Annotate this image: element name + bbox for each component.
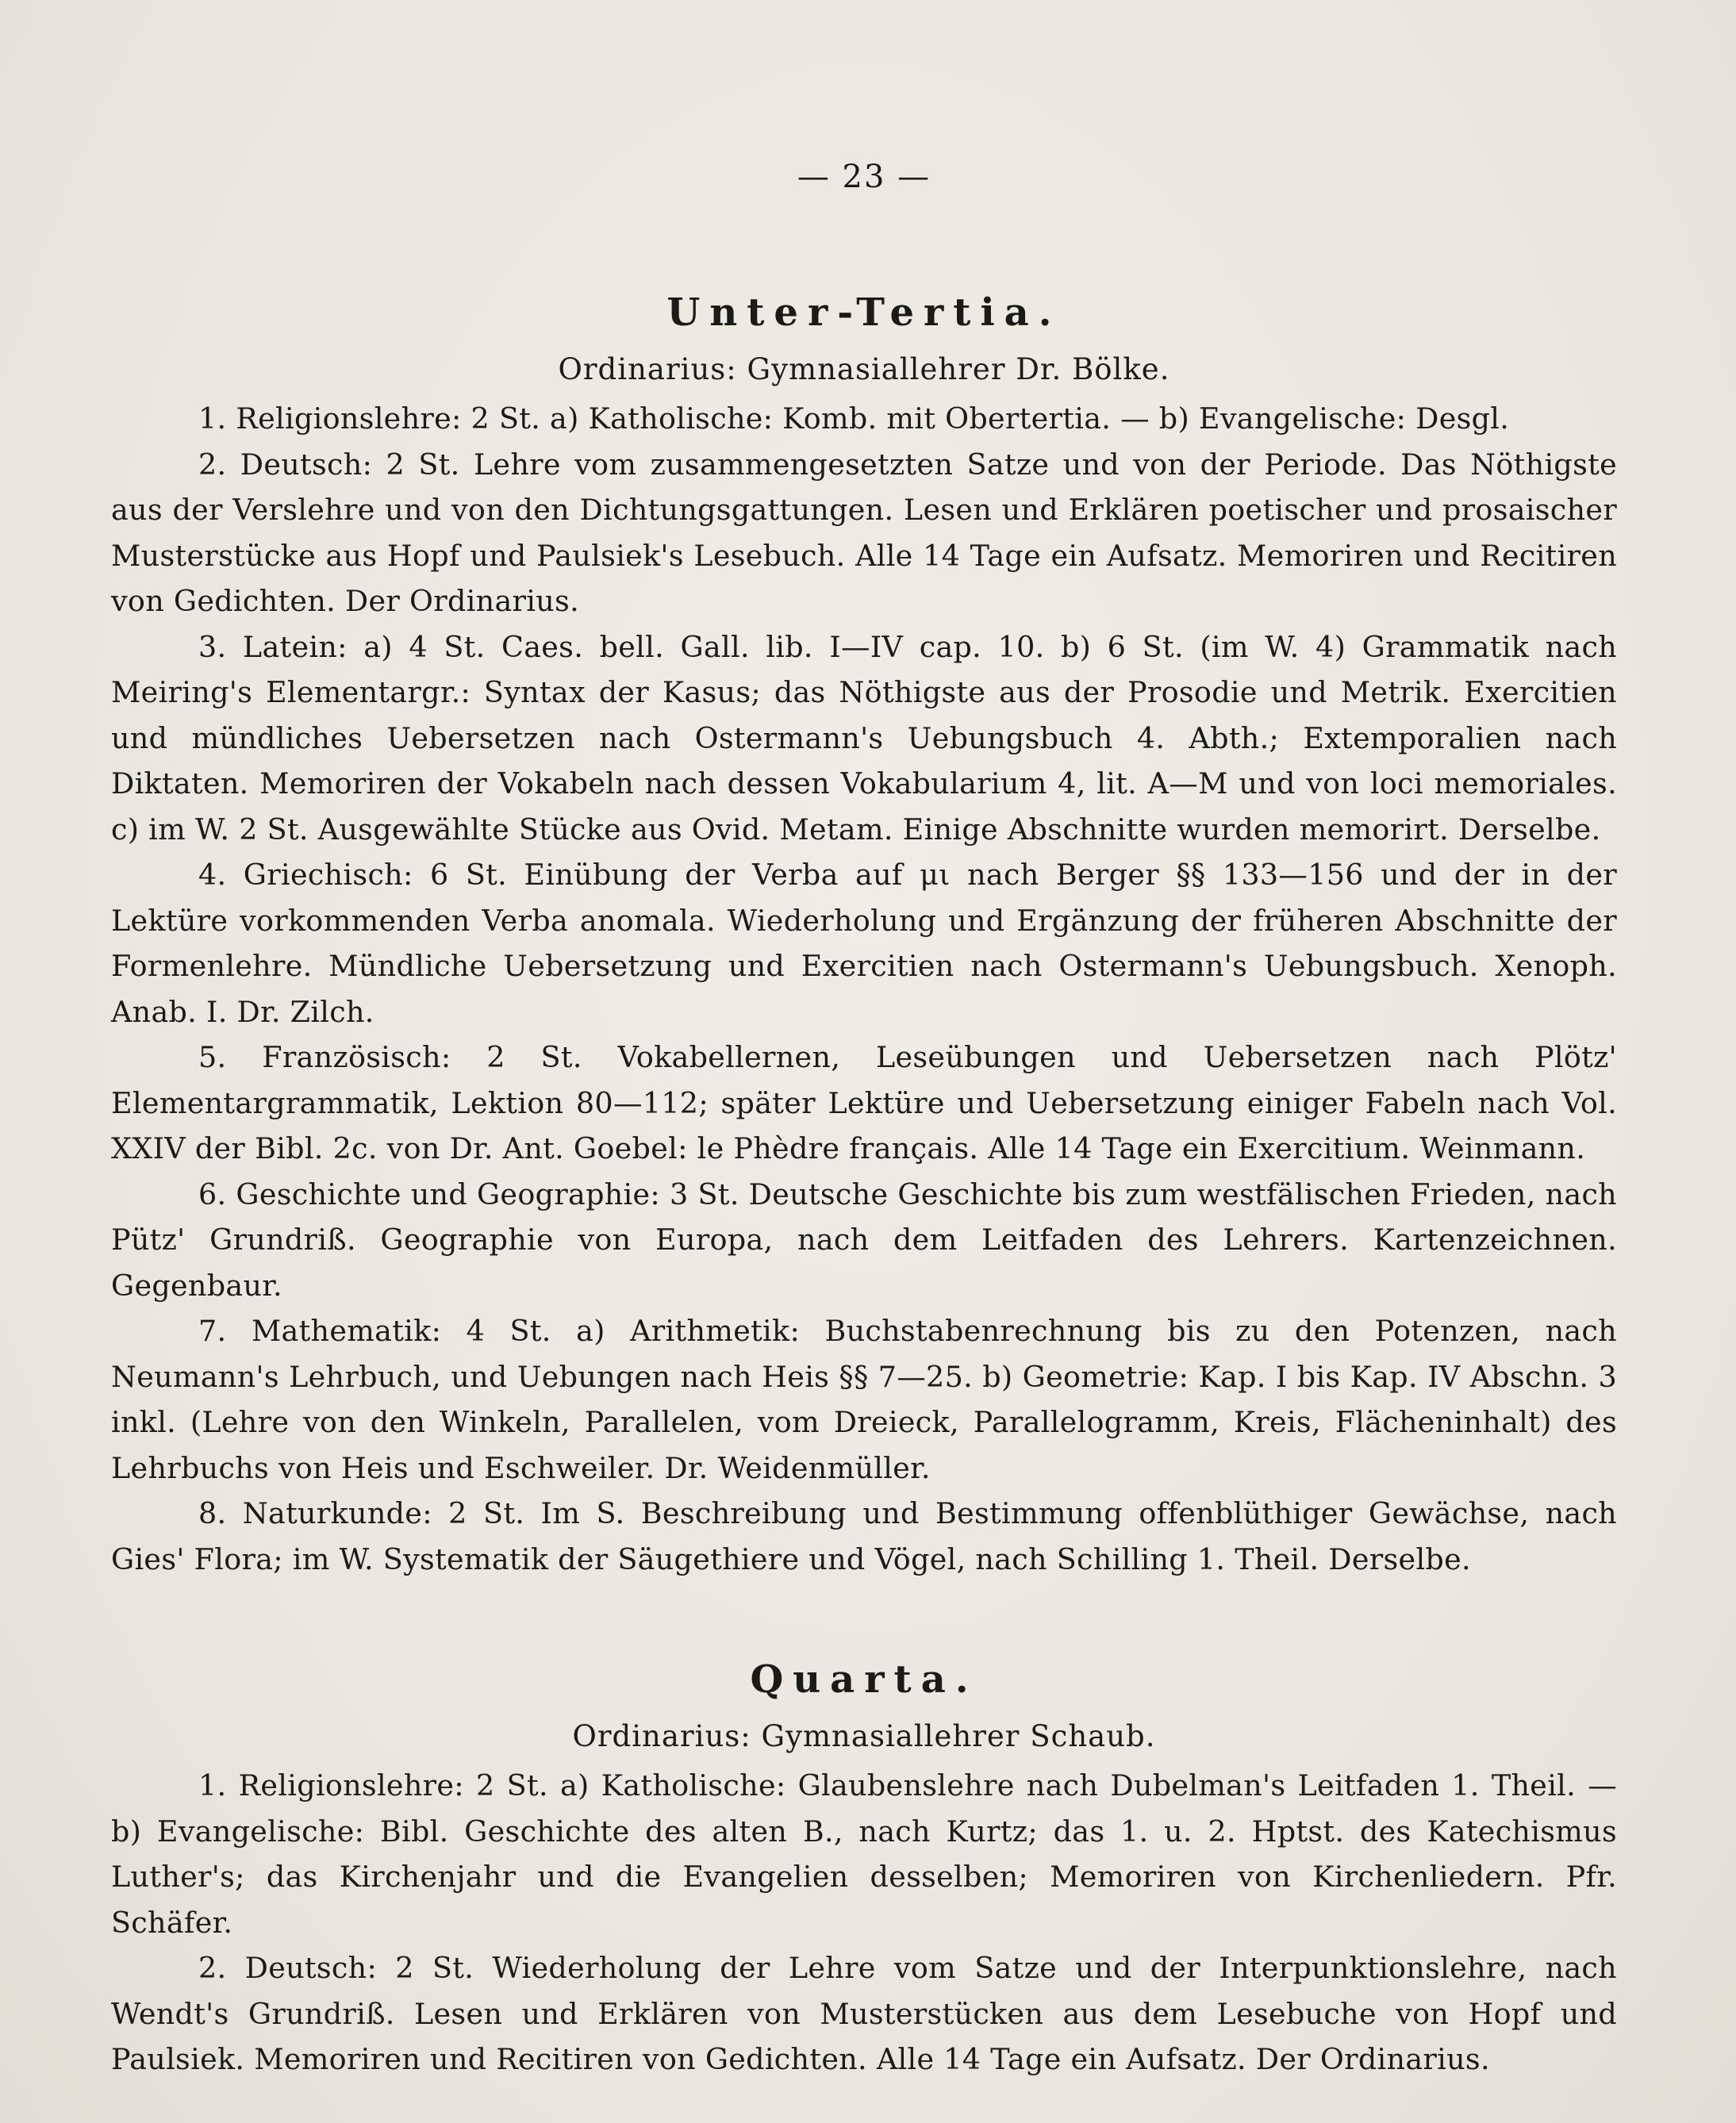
ordinarius-line: Ordinarius: Gymnasiallehrer Schaub.	[572, 1719, 1156, 1753]
paragraph-religionslehre: 1. Religionslehre: 2 St. a) Katholische: Komb. mit Obertertia. — b) Evangelische: Desgl.	[198, 401, 1510, 436]
paragraph-latein: 3. Latein: a) 4 St. Caes. bell. Gall. lib. I—IV cap. 10. b) 6 St. (im W. 4) Grammatik nach Meiring's Elementargr.: Syntax der Kasus; das Nöthigste aus der Prosodie und Metrik. Exercitien und mündliches Uebersetzen nach Ostermann's Uebungsbuch 4. Abth.; Extemporalien nach Diktaten. Memoriren der Vokabeln nach dessen Vokabularium 4, lit. A—M und von loci memoriales. c) im W. 2 St. Ausgewählte Stücke aus Ovid. Metam. Einige Abschnitte wurden memorirt. Derselbe.	[111, 629, 1617, 847]
section-unter-tertia	[111, 290, 1617, 1582]
paragraph-mathematik: 7. Mathematik: 4 St. a) Arithmetik: Buchstabenrechnung bis zu den Potenzen, nach Neumann's Lehrbuch, und Uebungen nach Heis §§ 7—25. b) Geometrie: Kap. I bis Kap. IV Abschn. 3 inkl. (Lehre von den Winkeln, Parallelen, vom Dreieck, Parallelogramm, Kreis, Flächeninhalt) des Lehrbuchs von Heis und Eschweiler. Dr. Weidenmüller.	[111, 1314, 1617, 1485]
ordinarius-line: Ordinarius: Gymnasiallehrer Dr. Bölke.	[558, 352, 1170, 386]
section-quarta	[111, 1657, 1617, 2083]
paragraph-griechisch: 4. Griechisch: 6 St. Einübung der Verba auf μι nach Berger §§ 133—156 und der in der Lektüre vorkommenden Verba anomala. Wiederholung und Ergänzung der früheren Abschnitte der Formenlehre. Mündliche Uebersetzung und Exercitien nach Ostermann's Uebungsbuch. Xenoph. Anab. I. Dr. Zilch.	[111, 858, 1617, 1029]
paragraph-religionslehre: 1. Religionslehre: 2 St. a) Katholische: Glaubenslehre nach Dubelman's Leitfaden 1. Theil. — b) Evangelische: Bibl. Geschichte des alten B., nach Kurtz; das 1. u. 2. Hptst. des Katechismus Luther's; das Kirchenjahr und die Evangelien desselben; Memoriren von Kirchenliedern. Pfr. Schäfer.	[111, 1768, 1617, 1940]
page-number: — 23 —	[797, 159, 931, 195]
paragraph-deutsch: 2. Deutsch: 2 St. Lehre vom zusammengesetzten Satze und von der Periode. Das Nöthigste aus der Verslehre und von den Dichtungsgattungen. Lesen und Erklären poetischer und prosaischer Musterstücke aus Hopf und Paulsiek's Lesebuch. Alle 14 Tage ein Aufsatz. Memoriren und Recitiren von Gedichten. Der Ordinarius.	[111, 447, 1617, 618]
paragraph-franzoesisch: 5. Französisch: 2 St. Vokabellernen, Leseübungen und Uebersetzen nach Plötz' Elementargrammatik, Lektion 80—112; später Lektüre und Uebersetzung einiger Fabeln nach Vol. XXIV der Bibl. 2c. von Dr. Ant. Goebel: le Phèdre français. Alle 14 Tage ein Exercitium. Weinmann.	[111, 1040, 1617, 1165]
paragraph-naturkunde: 8. Naturkunde: 2 St. Im S. Beschreibung und Bestimmung offenblüthiger Gewächse, nach Gies' Flora; im W. Systematik der Säugethiere und Vögel, nach Schilling 1. Theil. Derselbe.	[111, 1496, 1617, 1576]
section-title: Unter-Tertia.	[666, 290, 1062, 335]
section-gap	[111, 1582, 1617, 1657]
paragraph-geschichte: 6. Geschichte und Geographie: 3 St. Deutsche Geschichte bis zum westfälischen Frieden, nach Pütz' Grundriß. Geographie von Europa, nach dem Leitfaden des Lehrers. Kartenzeichnen. Gegenbaur.	[111, 1177, 1617, 1303]
section-title: Quarta.	[750, 1657, 978, 1702]
paragraph-deutsch: 2. Deutsch: 2 St. Wiederholung der Lehre vom Satze und der Interpunktionslehre, nach Wendt's Grundriß. Lesen und Erklären von Musterstücken aus dem Lesebuche von Hopf und Paulsiek. Memoriren und Recitiren von Gedichten. Alle 14 Tage ein Aufsatz. Der Ordinarius.	[111, 1951, 1617, 2076]
